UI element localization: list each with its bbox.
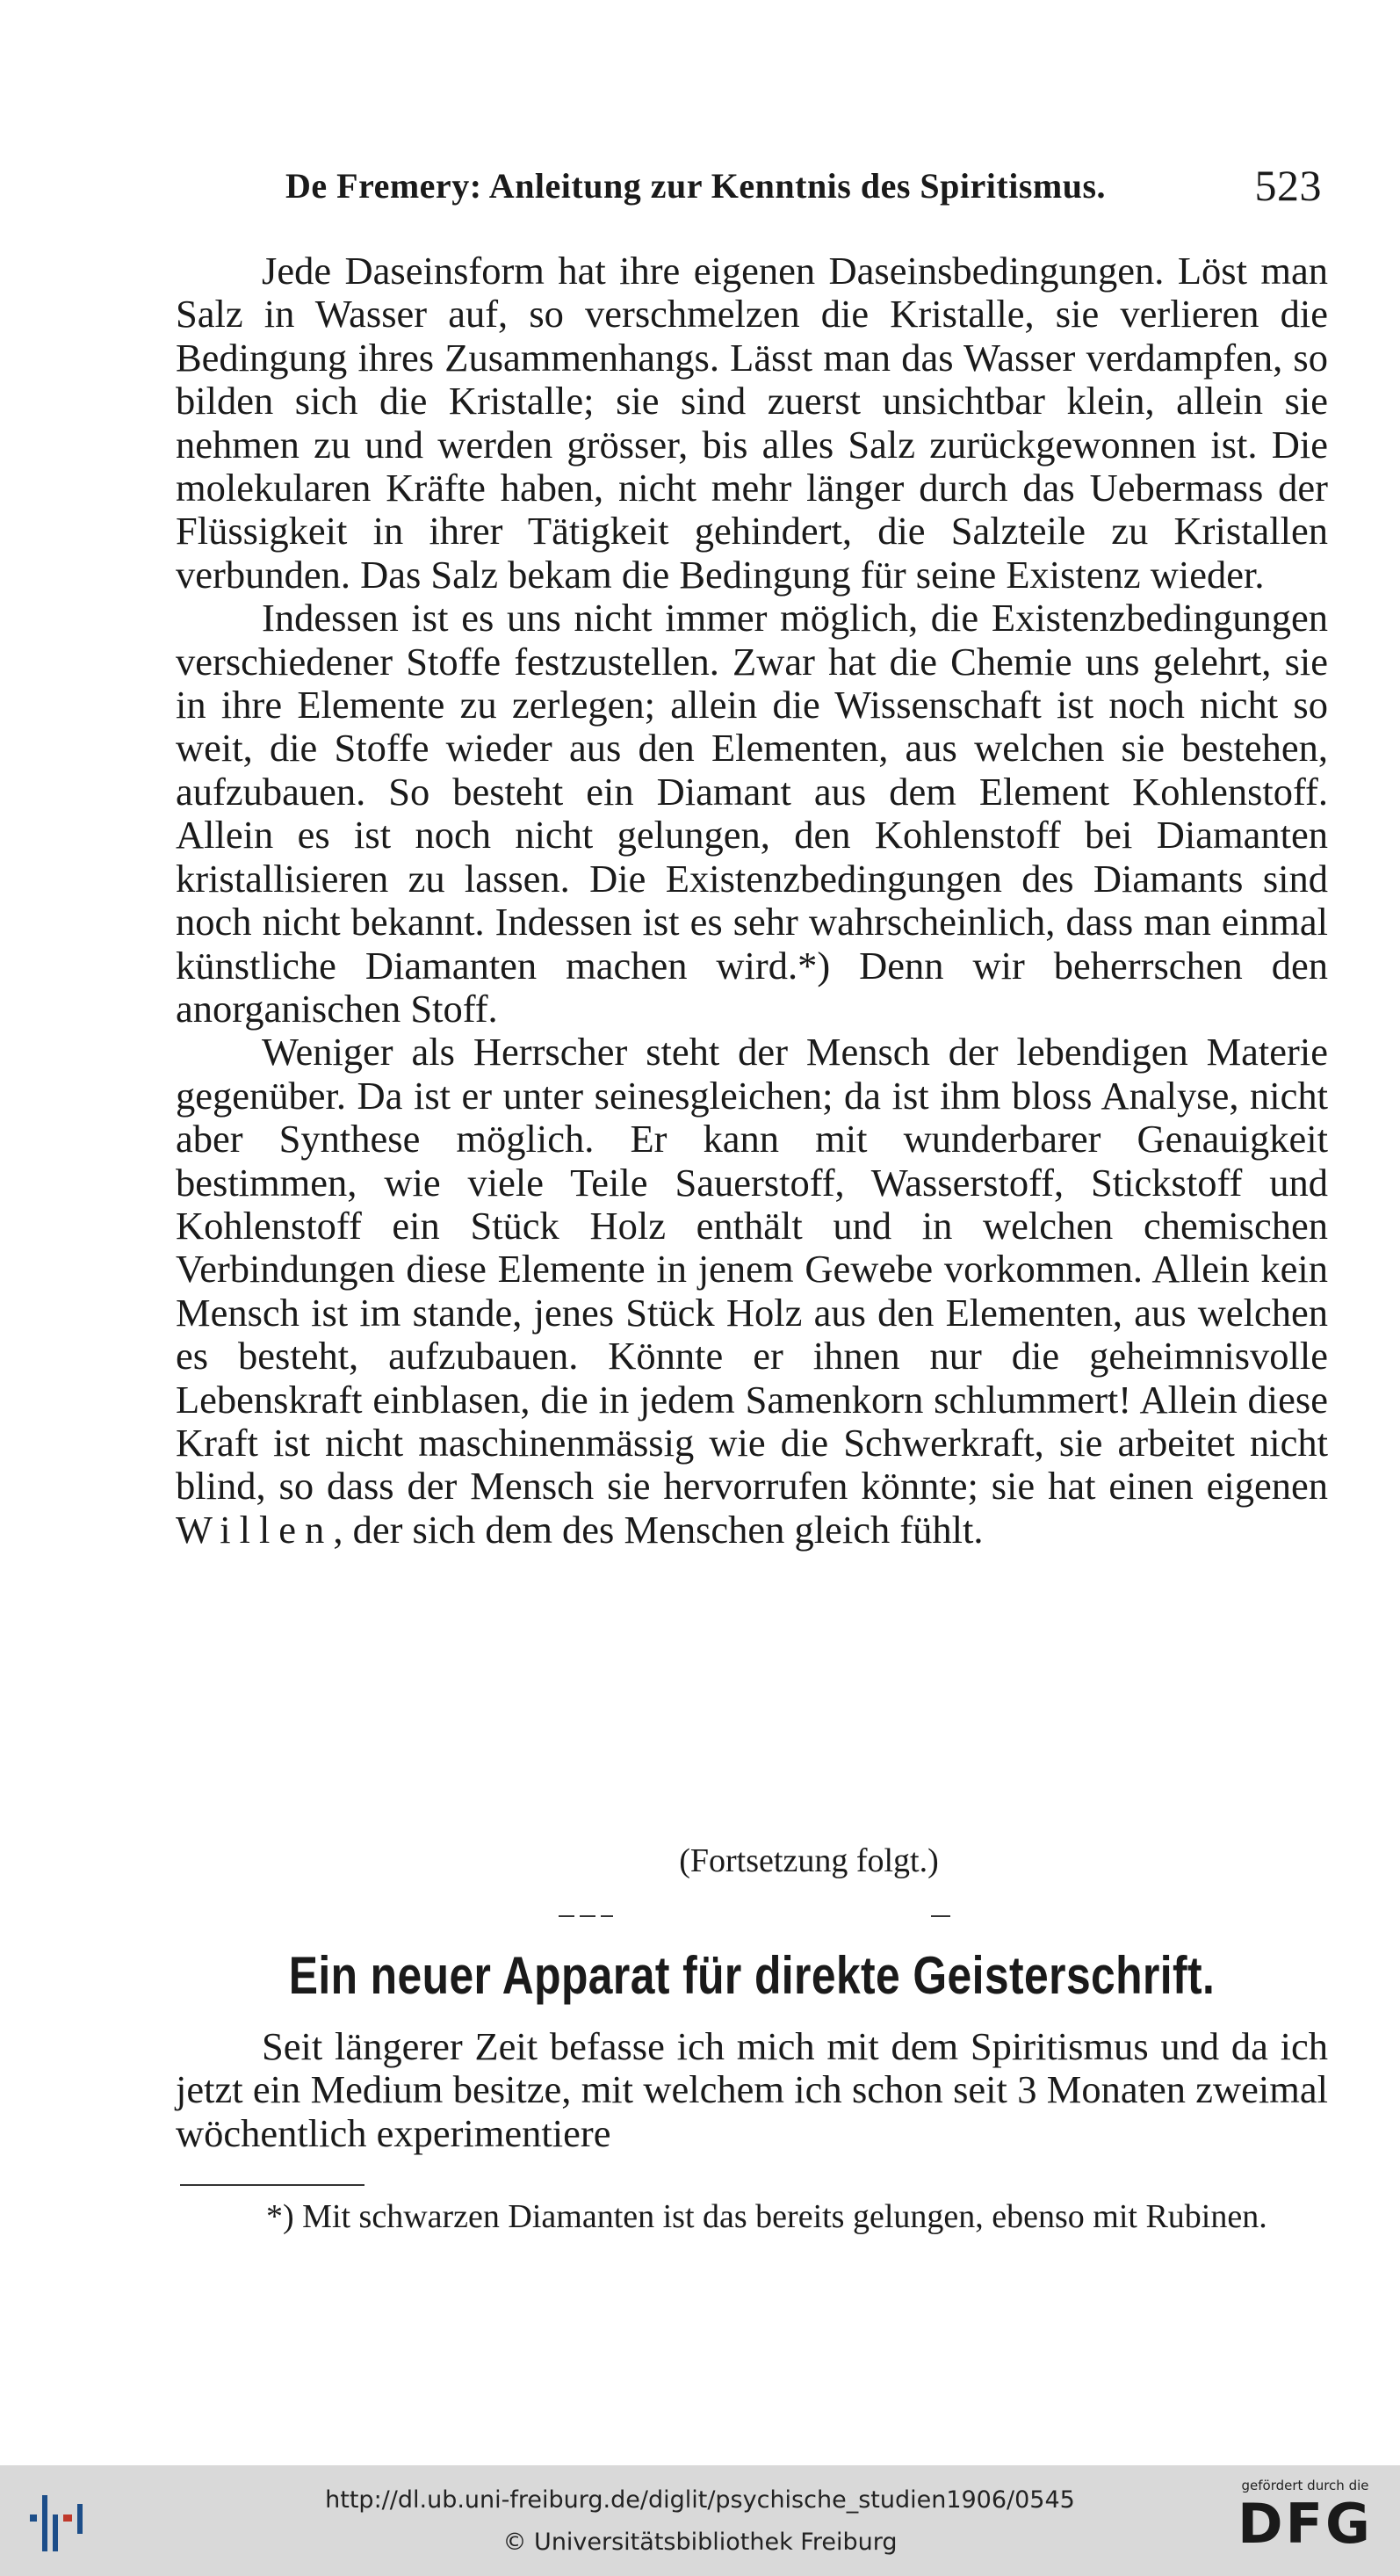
page-number: 523 bbox=[1254, 161, 1322, 210]
dfg-caption: gefördert durch die bbox=[1241, 2478, 1369, 2493]
section-separator bbox=[580, 1915, 595, 1917]
article2-paragraph: Seit längerer Zeit befasse ich mich mit dem Spiritismus und da ich jetzt ein Medium besitze, mit welchem ich schon seit 3 Monaten zweimal wöchentlich experimentiere bbox=[176, 2024, 1328, 2155]
viewer-footer bbox=[0, 2465, 1400, 2576]
copyright-notice: © Universitätsbibliothek Freiburg bbox=[502, 2529, 898, 2556]
dfg-logo bbox=[1226, 2474, 1384, 2571]
footnote: *) Mit schwarzen Diamanten ist das bereits gelungen, ebenso mit Rubinen. bbox=[266, 2198, 1267, 2235]
running-header bbox=[285, 161, 1322, 210]
running-title: De Fremery: Anleitung zur Kenntnis des Spiritismus. bbox=[285, 166, 1107, 206]
dfg-logo-text: DFG bbox=[1238, 2492, 1373, 2556]
paragraph-1: Jede Daseinsform hat ihre eigenen Daseinsbedingungen. Löst man Salz in Wasser auf, so verschmelzen die Kristalle, sie verlieren die Bedingung ihres Zusammenhangs. Lässt man das Wasser verdampfen, so bilden sich die Kristalle; sie sind zuerst unsichtbar klein, allein sie nehmen zu und werden grösser, bis alles Salz zurückgewonnen ist. Die molekularen Kräfte haben, nicht mehr länger durch das Uebermass der Flüssigkeit in ihrer Tätigkeit gehindert, die Salzteile zu Kristallen verbunden. Das Salz bekam die Bedingung für seine Existenz wieder. bbox=[176, 249, 1328, 597]
paragraph-2: Indessen ist es uns nicht immer möglich, die Existenzbedingungen verschiedener Stoffe festzustellen. Zwar hat die Chemie uns gelehrt, sie in ihre Elemente zu zerlegen; allein die Wissenschaft ist noch nicht so weit, die Stoffe wieder aus den Elementen, aus welchen sie bestehen, aufzubauen. So besteht ein Diamant aus dem Element Kohlenstoff. Allein es ist noch nicht gelungen, den Kohlenstoff bei Diamanten kristallisieren zu lassen. Die Existenzbedingungen des Diamants sind noch nicht bekannt. Indessen ist es sehr wahrscheinlich, dass man einmal künstliche Diamanten machen wird.*) Denn wir beherrschen den anorganischen Stoff. bbox=[176, 596, 1328, 1031]
spaced-word: Willen bbox=[176, 1507, 334, 1552]
article-title: Ein neuer Apparat für direkte Geisterschrift. bbox=[288, 1946, 1216, 2005]
article-body bbox=[176, 250, 1328, 1552]
paragraph-3-text: Weniger als Herrscher steht der Mensch der lebendigen Materie gegenüber. Da ist er unter seinesgleichen; da ist ihm bloss Analyse, nicht aber Synthese möglich. Er kann mit wunderbarer Genauigkeit bestimmen, wie viele Teile Sauerstoff, Wasserstoff, Stickstoff und Kohlenstoff ein Stück Holz enthält und in welchen chemischen Verbindungen diese Elemente in jenem Gewebe vorkommen. Allein kein Mensch ist im stande, jenes Stück Holz aus den Elementen, aus welchen es besteht, aufzubauen. Könnte er ihnen nur die geheimnisvolle Lebenskraft einblasen, die in jedem Samenkorn schlummert! Allein diese Kraft ist nicht maschinenmässig wie die Schwerkraft, sie arbeitet nicht blind, so dass der Mensch sie hervorrufen könnte; sie hat einen eigenen bbox=[176, 1030, 1328, 1509]
section-separator bbox=[559, 1915, 574, 1917]
section-separator bbox=[931, 1915, 950, 1917]
document-url-link[interactable]: http://dl.ub.uni-freiburg.de/diglit/psychische_studien1906/0545 bbox=[325, 2486, 1075, 2514]
paragraph-3-end: , der sich dem des Menschen gleich fühlt. bbox=[333, 1507, 984, 1552]
section-separator bbox=[601, 1915, 613, 1917]
continued-note: (Fortsetzung folgt.) bbox=[679, 1842, 939, 1879]
article2-body bbox=[176, 2025, 1328, 2155]
paragraph-3 bbox=[176, 1031, 1328, 1552]
footnote-rule bbox=[180, 2184, 364, 2186]
